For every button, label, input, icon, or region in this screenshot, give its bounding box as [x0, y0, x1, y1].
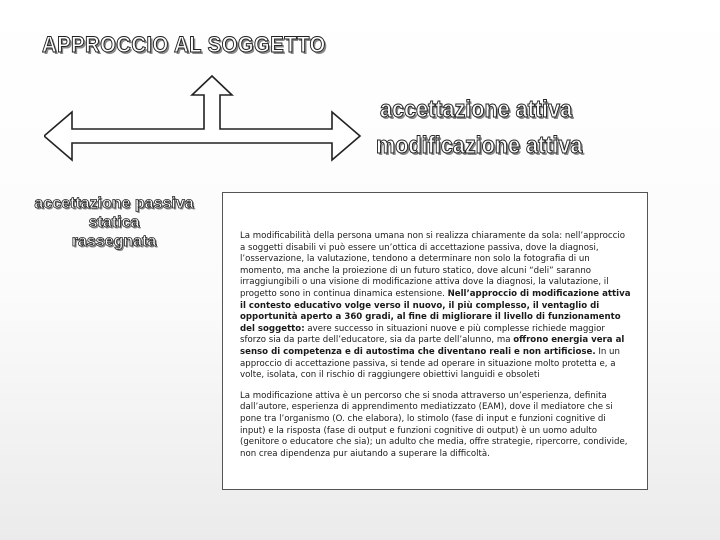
explanation-text-box	[222, 192, 648, 490]
left-label-group	[26, 194, 202, 251]
left-label-static: statica	[88, 214, 140, 231]
p1-text-1: La modificabilità della persona umana non si realizza chiaramente da sola: nell’approccio a soggetti disabili vi può essere un’ottica di accettazione passiva, dove la diagnosi, l’osservazione, la valutazione, tendono a determinare non solo la fotografia di un momento, ma anche la proiezione di un futuro statico, dove alcuni “deli” saranno irraggiungibili o una visione di modificazione attiva dove la diagnosi, la valutazione, il progetto sono in continua dinamica estensione.	[240, 231, 626, 299]
left-label-resigned: rassegnata	[71, 233, 157, 250]
paragraph-1	[240, 231, 633, 382]
right-label-active-acceptance: accettazione attiva	[380, 96, 573, 123]
p1-text-5: In un approccio di accettazione passiva, si tende ad operare in situazione molto protetta e, a volte, isolata, con il rischio di raggiungere obiettivi languidi e obsoleti	[240, 346, 620, 381]
p1-text-2-bold: Nell’approccio di modificazione attiva il contesto educativo volge verso il nuovo, il più complesso, il ventaglio di opportunità aperto a 360 gradi, al fine di migliorare il livello di funzionamento del soggetto:	[240, 288, 631, 334]
paragraph-2: La modificazione attiva è un percorso che si snoda attraverso un’esperienza, definita dall’autore, esperienza di apprendimento mediatizzato (EAM), dove il mediatore che si pone tra l’organismo (O. che elabora), lo stimolo (fase di input e funzioni cognitive di input) e la risposta (fase di output e funzioni cognitive di output) è un uomo adulto (genitore o educatore che sia); un adulto che media, offre strategie, ripercorre, condivide, non crea dipendenza pur aiutando a superare la difficoltà.	[240, 390, 628, 459]
slide-title: APPROCCIO AL SOGGETTO	[42, 32, 326, 57]
left-label-passive-acceptance: accettazione passiva	[34, 195, 194, 212]
p1-text-4-bold: offrono energia vera al senso di competenza e di autostima che diventano reali e non artificiose.	[240, 335, 625, 357]
three-way-arrow-icon	[44, 74, 364, 186]
right-label-active-modification: modificazione attiva	[376, 132, 583, 159]
p1-text-3: avere successo in situazioni nuove e più complesse richiede maggior sforzo sia da parte dell’educatore, sia da parte dell’alunno, ma	[240, 323, 605, 346]
